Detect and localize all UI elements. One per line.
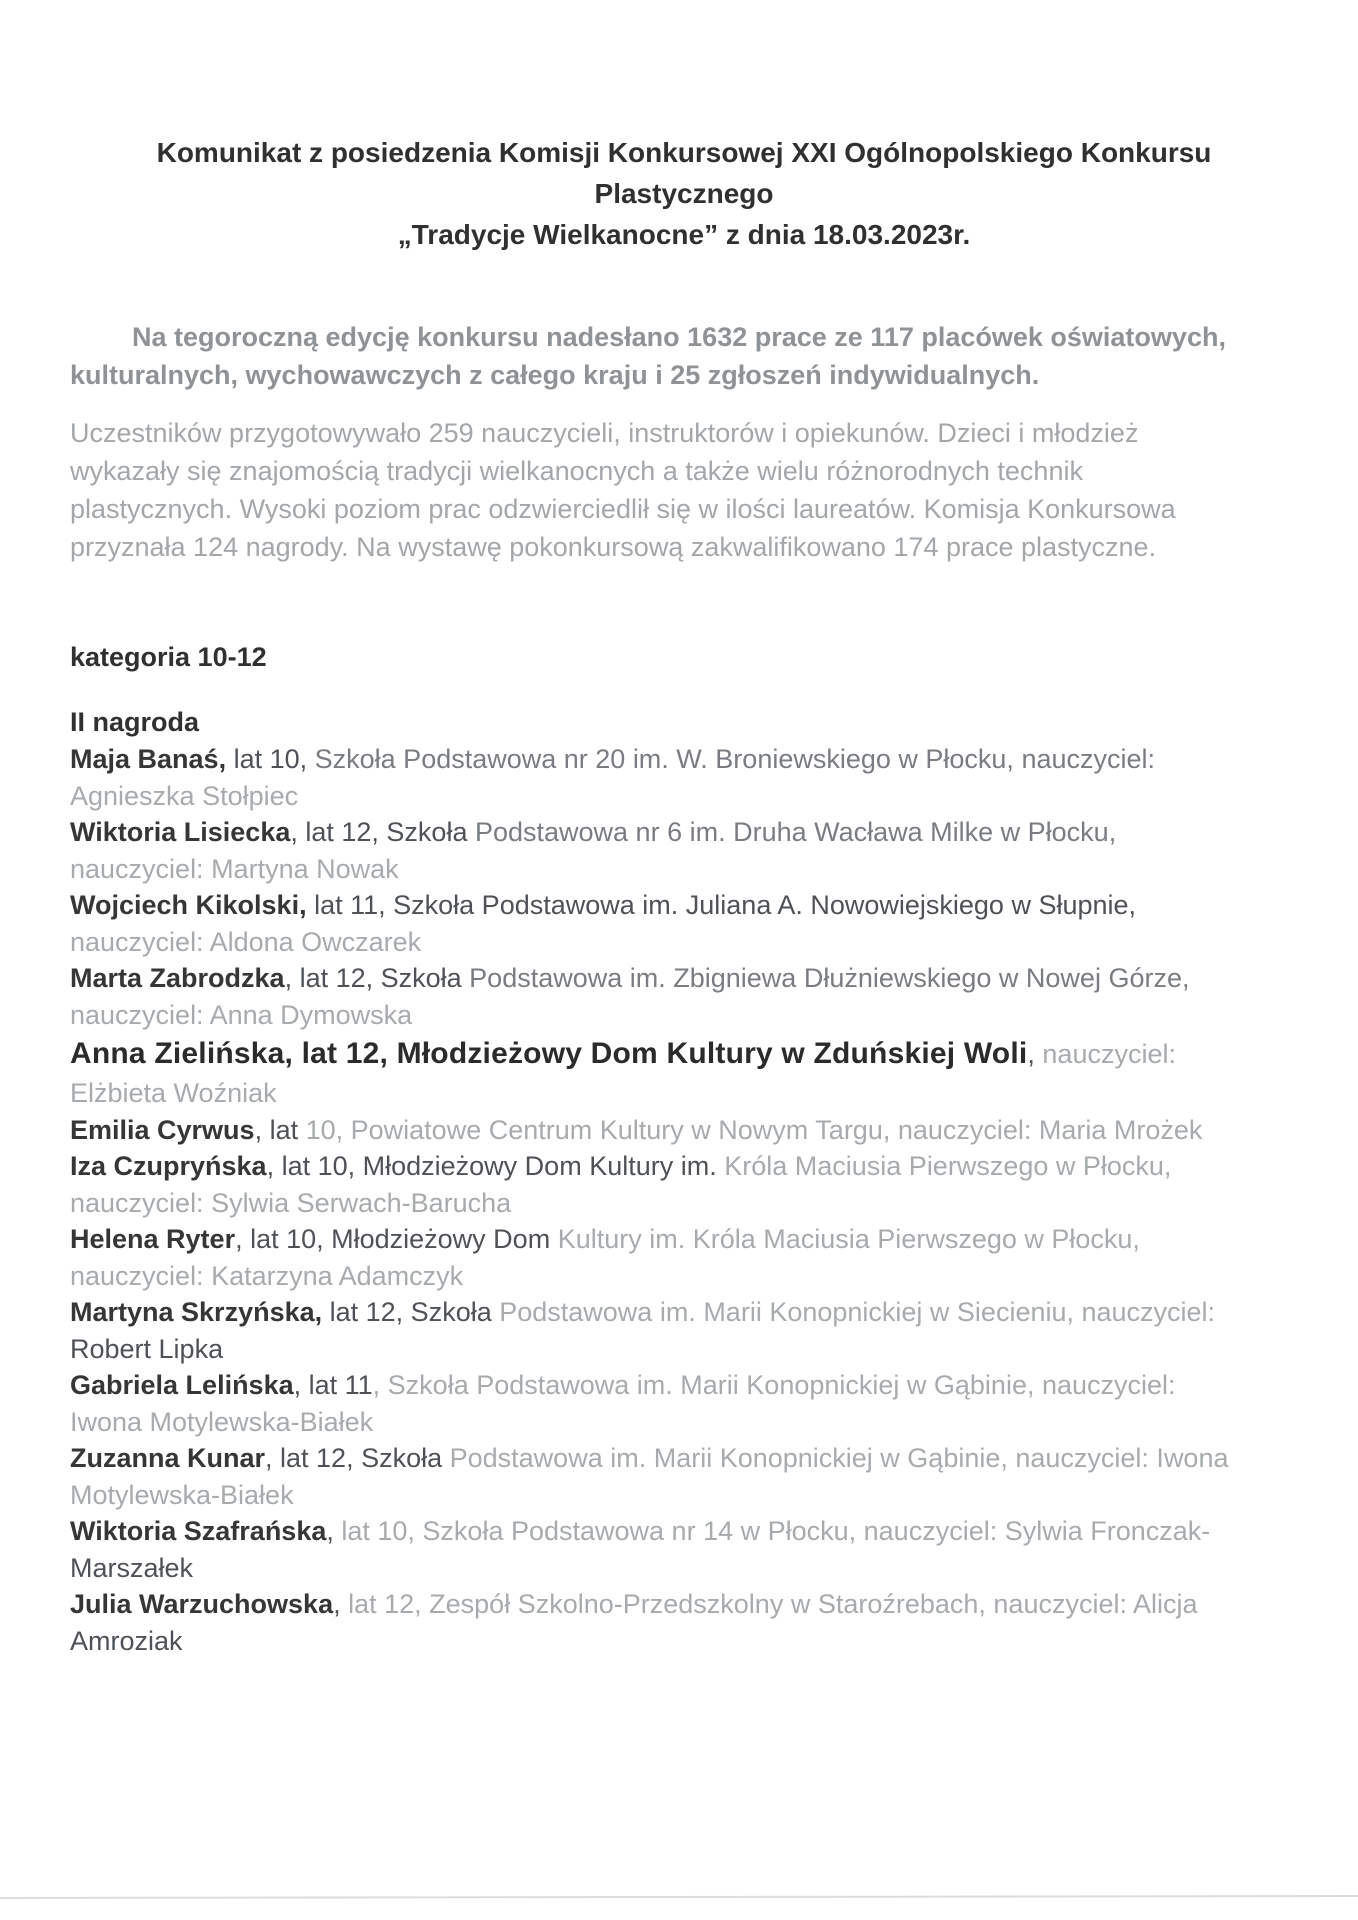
text-segment: , — [326, 1516, 342, 1546]
text-segment: lat 10, Szkoła Podstawowa nr 14 w Płocku, nauczyciel: Sylwia Fronczak- — [341, 1516, 1211, 1546]
text-segment: Robert Lipka — [70, 1333, 224, 1364]
text-line — [70, 1586, 1298, 1623]
text-line — [70, 1623, 1298, 1660]
text-line — [70, 214, 1298, 255]
award-list — [70, 741, 1298, 1659]
text-segment: lat 11, Szkoła Podstawowa im. Juliana A. Nowowiejskiego w Słupnie, — [306, 890, 1137, 920]
text-segment: Anna Zielińska, lat 12, Młodzieżowy Dom Kultury w Zduńskiej Woli — [70, 1037, 1028, 1070]
text-segment: , — [333, 1589, 349, 1619]
text-segment: Uczestników przygotowywało 259 nauczycieli, instruktorów i opiekunów. Dzieci i młodzież — [70, 418, 1139, 448]
document-title — [70, 132, 1298, 255]
text-segment: Zuzanna Kunar — [70, 1443, 266, 1473]
text-segment: Kultury im. Króla Maciusia Pierwszego w Płocku, — [557, 1224, 1140, 1254]
text-line — [70, 132, 1298, 173]
text-line — [70, 1075, 1298, 1112]
text-segment: , lat 12, Szkoła — [290, 817, 475, 847]
text-line — [70, 452, 1298, 490]
text-line — [70, 1477, 1298, 1514]
text-segment: nauczyciel: Aldona Owczarek — [70, 926, 422, 957]
text-line — [70, 924, 1298, 961]
text-segment: plastycznych. Wysoki poziom prac odzwierciedlił się w ilości laureatów. Komisja Konkursowa — [70, 494, 1176, 524]
text-segment: Plastycznego — [594, 178, 774, 209]
text-segment: „Tradycje Wielkanocne” z dnia 18.03.2023r. — [397, 219, 971, 250]
text-segment: Maja Banaś, — [70, 744, 227, 774]
text-line — [70, 1513, 1298, 1550]
text-line — [70, 778, 1298, 815]
text-segment: Agnieszka Stołpiec — [70, 780, 299, 811]
text-line — [70, 1404, 1298, 1441]
text-segment: , lat 10, Młodzieżowy Dom Kultury im. — [266, 1151, 725, 1181]
text-segment: , Szkoła Podstawowa im. Marii Konopnickiej w Gąbinie, nauczyciel: — [372, 1370, 1176, 1400]
text-segment: , — [1027, 1039, 1043, 1069]
text-line — [70, 887, 1298, 924]
text-line — [70, 318, 1298, 356]
text-segment: Martyna Skrzyńska, — [70, 1297, 323, 1327]
text-segment: nauczyciel: Katarzyna Adamczyk — [70, 1260, 464, 1291]
text-line — [70, 1258, 1298, 1295]
text-line — [70, 960, 1298, 997]
text-line — [70, 490, 1298, 528]
text-segment: Szkoła Podstawowa nr 20 im. W. Broniewskiego w Płocku, nauczyciel: — [314, 744, 1156, 774]
text-line — [70, 1331, 1298, 1368]
text-segment: Julia Warzuchowska — [70, 1589, 334, 1619]
text-line — [70, 1221, 1298, 1258]
text-line — [70, 1367, 1298, 1404]
text-segment: Amroziak — [70, 1625, 183, 1656]
text-line — [70, 814, 1298, 851]
text-line — [70, 173, 1298, 214]
text-segment: , lat 11 — [293, 1370, 373, 1400]
text-segment: 10, Powiatowe Centrum Kultury w Nowym Targu, nauczyciel: Maria Mrożek — [305, 1114, 1203, 1145]
text-segment: nauczyciel: Martyna Nowak — [70, 853, 399, 884]
text-line — [70, 1550, 1298, 1587]
text-segment: Wojciech Kikolski, — [70, 890, 307, 920]
text-segment: , lat 12, Szkoła — [265, 1443, 450, 1473]
text-segment: Podstawowa nr 6 im. Druha Wacława Milke w Płocku, — [474, 817, 1117, 847]
text-line — [70, 997, 1298, 1034]
text-line — [70, 741, 1298, 778]
text-segment: kulturalnych, wychowawczych z całego kraju i 25 zgłoszeń indywidualnych. — [70, 360, 1040, 390]
text-segment: przyznała 124 nagrody. Na wystawę pokonkursową zakwalifikowano 174 prace plastyczne. — [70, 532, 1157, 562]
text-segment: Marszałek — [70, 1552, 194, 1583]
text-segment: nauczyciel: — [1042, 1039, 1176, 1069]
text-segment: lat 12, Zespół Szkolno-Przedszkolny w Staroźrebach, nauczyciel: Alicja — [348, 1589, 1198, 1619]
text-segment: Marta Zabrodzka — [70, 963, 285, 993]
intro-paragraph — [70, 414, 1298, 566]
text-segment: lat 10, — [226, 744, 315, 774]
text-segment: Na tegoroczną edycję konkursu nadesłano 1632 prace ze 117 placówek oświatowych, — [132, 322, 1226, 352]
page-edge-line — [0, 1895, 1358, 1899]
text-segment: Iza Czupryńska — [70, 1151, 267, 1181]
text-line — [70, 1148, 1298, 1185]
text-segment: Elżbieta Woźniak — [70, 1078, 277, 1108]
text-segment: Komunikat z posiedzenia Komisji Konkursowej XXI Ogólnopolskiego Konkursu — [156, 137, 1212, 168]
text-line — [70, 1294, 1298, 1331]
text-segment: , lat 12, Szkoła — [284, 963, 470, 993]
text-segment: Wiktoria Lisiecka — [70, 817, 291, 847]
text-segment: Iwona Motylewska-Białek — [70, 1406, 374, 1437]
text-segment: , lat — [254, 1114, 306, 1145]
text-segment: Króla Maciusia Pierwszego w Płocku, — [724, 1151, 1172, 1181]
text-line — [70, 528, 1298, 566]
document-content — [0, 132, 1358, 1659]
text-line — [70, 414, 1298, 452]
award-heading: II nagroda — [70, 707, 200, 737]
intro-paragraph-bold — [70, 318, 1298, 394]
text-segment: Podstawowa im. Marii Konopnickiej w Gąbinie, nauczyciel: Iwona — [449, 1443, 1229, 1473]
text-segment: wykazały się znajomością tradycji wielkanocnych a także wielu różnorodnych technik — [70, 456, 1083, 486]
text-line — [70, 1185, 1298, 1222]
text-segment: lat 12, Szkoła — [322, 1297, 500, 1327]
text-line — [70, 1033, 1298, 1075]
text-segment: nauczyciel: Anna Dymowska — [70, 999, 413, 1030]
text-segment: Podstawowa im. Marii Konopnickiej w Siecieniu, nauczyciel: — [499, 1297, 1216, 1327]
text-segment: Podstawowa im. Zbigniewa Dłużniewskiego w Nowej Górze, — [469, 963, 1190, 993]
text-line — [70, 356, 1298, 394]
text-segment: Wiktoria Szafrańska — [70, 1516, 327, 1546]
category-heading: kategoria 10-12 — [70, 642, 267, 672]
text-segment: Gabriela Lelińska — [70, 1370, 294, 1400]
text-segment: Emilia Cyrwus — [70, 1114, 255, 1145]
text-segment: , lat 10, Młodzieżowy Dom — [235, 1224, 558, 1254]
text-segment: Motylewska-Białek — [70, 1479, 294, 1510]
text-line — [70, 1440, 1298, 1477]
text-line — [70, 1112, 1298, 1149]
text-line — [70, 851, 1298, 888]
text-segment: nauczyciel: Sylwia Serwach-Barucha — [70, 1187, 512, 1218]
text-segment: Helena Ryter — [70, 1224, 236, 1254]
